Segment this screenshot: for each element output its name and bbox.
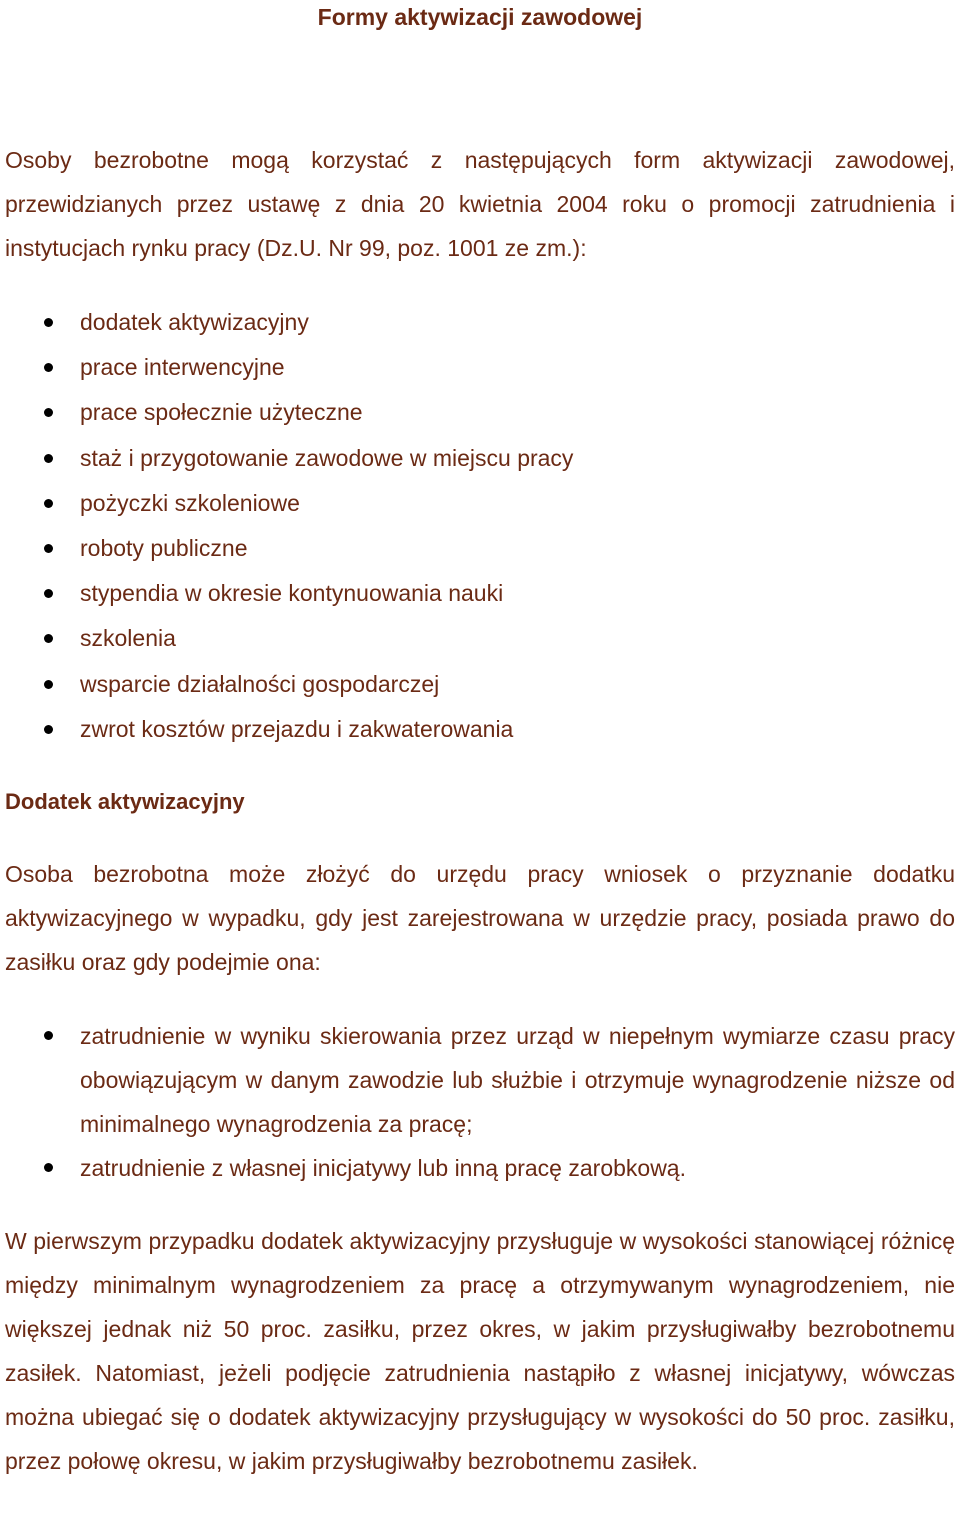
list-item: pożyczki szkoleniowe <box>0 481 960 526</box>
conditions-list <box>0 1014 960 1191</box>
bullet-icon <box>44 363 53 372</box>
bullet-icon <box>44 1031 53 1040</box>
bullet-icon <box>44 499 53 508</box>
section-heading: Dodatek aktywizacyjny <box>5 789 245 814</box>
document-title: Formy aktywizacji zawodowej <box>317 4 643 30</box>
list-item: zatrudnienie z własnej inicjatywy lub inną pracę zarobkową. <box>0 1146 960 1191</box>
list-item: staż i przygotowanie zawodowe w miejscu pracy <box>0 436 960 481</box>
bullet-icon <box>44 454 53 463</box>
list-item: szkolenia <box>0 616 960 661</box>
list-item: zatrudnienie w wyniku skierowania przez urząd w niepełnym wymiarze czasu pracy obowiązującym w danym zawodzie lub służbie i otrzymuje wynagrodzenie niższe od minimalnego wynagrodzenia za pracę; <box>0 1014 960 1146</box>
list-item: prace społecznie użyteczne <box>0 390 960 435</box>
closing-paragraph: W pierwszym przypadku dodatek aktywizacyjny przysługuje w wysokości stanowiącej różnicę między minimalnym wynagrodzeniem za pracę a otrzymywanym wynagrodzeniem, nie większej jednak niż 50 proc. zasiłku, przez okres, w jakim przysługiwałby bezrobotnemu zasiłek. Natomiast, jeżeli podjęcie zatrudnienia nastąpiło z własnej inicjatywy, wówczas można ubiegać się o dodatek aktywizacyjny przysługujący w wysokości do 50 proc. zasiłku, przez połowę okresu, w jakim przysługiwałby bezrobotnemu zasiłek. <box>5 1228 955 1474</box>
list-item: roboty publiczne <box>0 526 960 571</box>
list-item: zwrot kosztów przejazdu i zakwaterowania <box>0 707 960 752</box>
bullet-icon <box>44 318 53 327</box>
bullet-icon <box>44 589 53 598</box>
intro-paragraph: Osoby bezrobotne mogą korzystać z następujących form aktywizacji zawodowej, przewidzianych przez ustawę z dnia 20 kwietnia 2004 roku o promocji zatrudnienia i instytucjach rynku pracy (Dz.U. Nr 99, poz. 1001 ze zm.): <box>5 147 955 261</box>
list-item: prace interwencyjne <box>0 345 960 390</box>
forms-list <box>0 300 960 752</box>
section-intro-paragraph: Osoba bezrobotna może złożyć do urzędu pracy wniosek o przyznanie dodatku aktywizacyjnego w wypadku, gdy jest zarejestrowana w urzędzie pracy, posiada prawo do zasiłku oraz gdy podejmie ona: <box>5 861 955 975</box>
list-item: stypendia w okresie kontynuowania nauki <box>0 571 960 616</box>
list-item: wsparcie działalności gospodarczej <box>0 662 960 707</box>
bullet-icon <box>44 634 53 643</box>
bullet-icon <box>44 1163 53 1172</box>
bullet-icon <box>44 680 53 689</box>
list-item: dodatek aktywizacyjny <box>0 300 960 345</box>
bullet-icon <box>44 725 53 734</box>
bullet-icon <box>44 544 53 553</box>
bullet-icon <box>44 408 53 417</box>
